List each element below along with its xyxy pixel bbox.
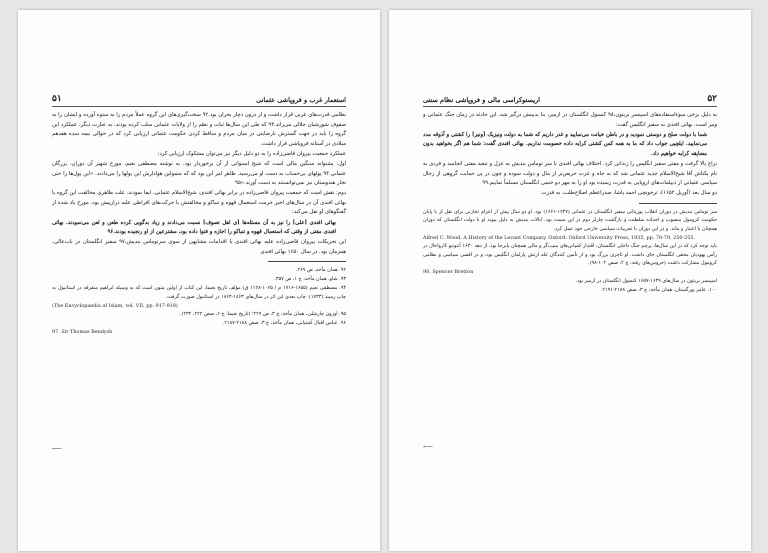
body-text	[423, 111, 717, 295]
body-text	[52, 111, 346, 337]
footnote: ۱۰۰. عامر پورگستان، همان مأخذ، ج ۳، صص ۲۱۸۸-۲۱۹۱.	[600, 287, 717, 293]
footnote: ۹۴. مصطفی نعیم (۱۶۵۵-۱۷۱۶ م / ۱۰۶۵-۱۱۲۸ ق) مؤلف تاریخ نعیما، این کتاب از اولین متون است که به وسیله ابراهیم متفرقه در استانبول به چاپ رسید (۱۷۳۳). چاپ بعدی این اثر در سال‌های ۱۸۶۳-۱۸۶۴ در استانبول صورت گرفت.	[52, 285, 346, 300]
paragraph: عملکرد جمعیت پیروان قاضی‌زاده را به دو دلیل دیگر نیز می‌توان مشکوک ارزیابی کرد:	[157, 150, 346, 157]
paragraph: به دلیل برخی سوءاستفاده‌های اسپنسر بریتون،۹۸ کنسول انگلستان در ازمیر، بنا بدبینش درگیر شد. این حادثه در زمان جنگ عثمانی و ونیز است. بهائی افندی به سفیر انگلیس گفت:	[423, 112, 717, 128]
page-number: ۵۲	[707, 94, 717, 104]
footnote-separator	[639, 203, 717, 204]
paragraph: دو سال بعد (آوریل ۱۶۵۲)، ترخونچی احمد پاشا، صدراعظم اصلاح‌طلب، به قدرت	[541, 190, 717, 197]
footnote: سر توماس بندیش در دوران انقلاب پوریتانی سفیر انگلستان در عثمانی (۱۶۴۷-۱۶۶۱) بود. او دو سال پیش از اعزام تجارتی برای نقل از با پایان حکومت کرومول منصوب و اجداده سلطنت و بازگشت چارلز دوم در این سمت بود. ایالات بندیش به دلیل پیوند او با دولت انگلستان که دوران همچنان با اعتبار و ماند. و در این دوران با تجربیات سیاسی خارجی خود عمل کرد.	[423, 208, 717, 232]
footnotes	[52, 266, 346, 336]
footnote: ۹۶. عباس اقبال آشتیانی، همان مأخذ، ج ۳، صص ۲۱۸۸-۲۱۸۷.	[222, 320, 346, 327]
page-51	[18, 10, 380, 551]
block-quote: بهائی افندی [علی] را نیز به آن مسئله‌ها [ی اهل تصوف] نسبت می‌دادند و زیاد بدگویی کرده طعن و لعن می‌نمودند. بهائی افندی مفتی از وقتی که استعمال قهوه و تنباکو را اجازه و فتوا داده بود، مشترعین از او رنجیده بودند.۹۶	[52, 219, 336, 236]
continue-arrow-icon: ⟵	[52, 445, 63, 453]
footnote-latin: (The Encyclopaedia of Islam, vol. VII, pp. 917-918)	[52, 302, 178, 309]
footnote: باید توجه کرد که در این سال‌ها، پرچم جنگ داخلی انگلستان، اقتدار کمپانی‌های منیب‌گر و مالی همچنان پابرجا بود. از دهه ۱۶۳۰ آنتونیو کارواخال در رأس یهودیان مخفی انگلستان جای داشت. او تاجری بزرگ بود و از تأمین کنندگان غله ارتش پارلمان انگلیس بود، و در اقصی سیاسی و نظامی کرومول مشارکت داشت (خروس‌های رفته، ج ۲، صص ۱۰۲-۹۸).	[423, 243, 718, 267]
footnote-english: 98. Spencer Bretton	[423, 269, 474, 276]
paragraph: این تحریکات پیروان قاضی‌زاده علیه بهائی افندی با اقدامات مشابهی از سوی سرتوماس بندیش،۹۷ سفیر انگلستان در باب‌عالی، همزمان بود. در سال ۱۶۵۰ بهائی افندی	[52, 239, 346, 255]
paragraph: دوم: نقش است که جمعیت پیروان قاضی‌زاده در برابر بهائی افندی، شیخ‌الاسلام عثمانی، ایفا نمودند. علت ظاهری مخالفت این گروه با بهائی افندی آن در سال‌های اخیر حرمت استعمال قهوه و تنباکو و مخالفتش با حرکت‌های افراطی علیه درازپیش بود. مورخ یاد شده از گفتگوهای او نقل می‌کند:	[52, 190, 346, 216]
block-quote: شما با دولت صلح و دوستی نمودید و در باطن خیانت می‌نمایید و غدر داریم که شما به دولت ونیزیک [ونیز] را کشتی و آذوقه مدد می‌نمایید. ایلچیی جواب داد که ما به همه کس کشتی کرایه داده خصومت نداریم. بهائی افندی گفت: شما هم اگر بخواهید بدون مضایقه کرایه خواهیم داد.	[423, 131, 707, 157]
footnote: ۹۵. اوزون چارشلی، همان مأخذ، ج ۳، ص ۲۲۷؛ (تاریخ نعیما، ج ۶، صص ۲۲۲، ۲۳۲).	[179, 311, 346, 318]
paragraph: اول: پشتوانه سنگین مالی است که شیخ استوانی از آن برخوردار بود. به نوشته مصطفی نعیم، مورخ شهیر آن دوران، بزرگان عثمانی.۹۴ پولهای بی‌حساب به دست او می‌رسید. ظاهر امر این بود که که متمولین هوادارش این پولها را می‌دادند. «این پول‌ها را حتی تجار هندوستان نیز نمی‌توانستند به دست آورند.»۹۵	[52, 160, 346, 187]
footnotes	[423, 208, 717, 295]
footnote: ۹۳. شاو، همان مأخذ، ج ۱، ص ۳۵۷.	[274, 276, 346, 283]
paragraph: نزاع بالا گرفت و مفتی سفیر انگلیس را زندانی کرد. اختلاف بهائی افندی با سر توماس بندیش به عزل و تبعید مفتی انجامید و فردی به نام بکتاش آقا شیخ‌الاسلام جدید عثمانی شد که به جاه و عزت حریص‌تر از مال و دولت سوده و چون در پی حمایت گروهی از رجال سیاسی عثمانی از دیپلمات‌های اروپایی به قدرت رسیده بود او را به مهر دو ختمی انگلستان مسلماً نماییم.۹۹	[423, 160, 717, 187]
footnote: ۹۲. همان مأخذ، ص ۲۶۹.	[295, 267, 346, 274]
header-title: استعمار غرب و فروپاشی عثمانی	[256, 96, 346, 104]
running-header	[52, 93, 346, 107]
paragraph: نظامی قدرت‌های غربی قرار داشت و از درون دچار بحران بود.۹۲ سخت‌گیری‌های این گروه عملاً مردم را به ستوه آورده و ایشان را به صفوف شورشیان جلالی می‌راند.۹۳ که طی این سال‌ها ثبات و نظم را از ولایات عثمانی سلب کرده بودند. به عبارت دیگر، عملکرد این گروه را باید در جهت گسترش نارضایتی در میان مردم و ساقط کردن حکومت عثمانی ارزیابی کرد که در حوالی نیمه سده هفدهم میلادی در آستانه فروپاشی قرار داشت.	[52, 112, 346, 147]
footnote-english: 97. Sir Thomas Bendysh	[52, 329, 113, 336]
running-header	[423, 93, 717, 107]
header-title: اریستوکراسی مالی و فروپاشی نظام سنتی	[423, 96, 540, 104]
page-52	[389, 10, 751, 551]
footnote-latin: Alfred C. Wood, A History of the Levant Company, Oxford: Oxford University Press, 1935, pp. 78-79, 250-255.	[423, 234, 696, 241]
continue-arrow-icon: ⟵	[423, 443, 434, 451]
footnote-separator	[268, 261, 346, 262]
page-number: ۵۱	[52, 94, 62, 104]
footnote: اسپنسر بریتون در سال‌های ۱۶۴۹-۱۶۵۷ کنسول انگلستان در ازمیر بود.	[575, 278, 717, 285]
